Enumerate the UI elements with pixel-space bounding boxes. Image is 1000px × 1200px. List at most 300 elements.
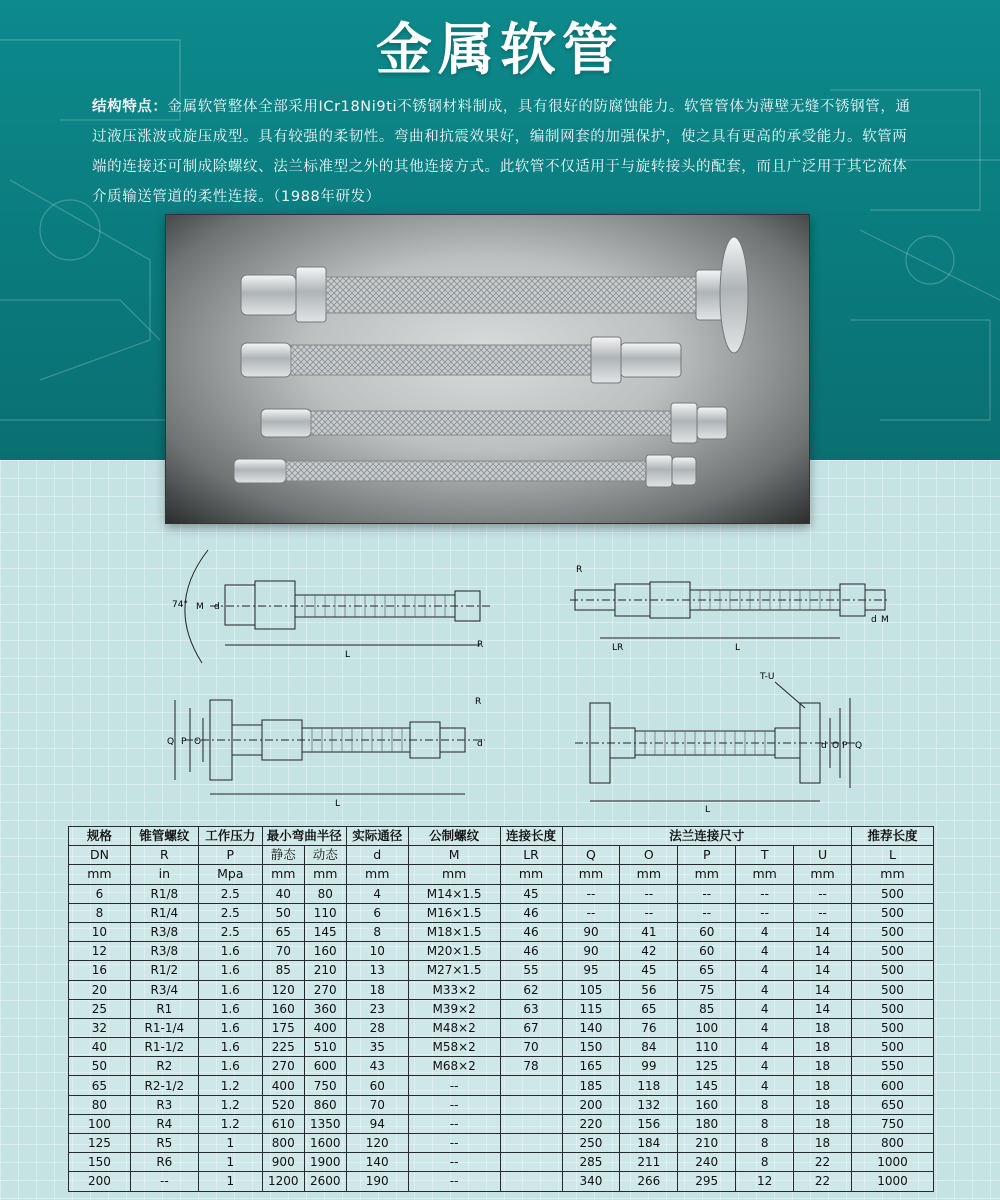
table-cell: 32 (69, 1018, 131, 1037)
table-cell: 40 (262, 884, 304, 903)
table-cell: 150 (562, 1038, 620, 1057)
table-cell: 115 (562, 999, 620, 1018)
label-o: O (194, 737, 202, 747)
table-cell: 500 (851, 961, 933, 980)
product-photo (165, 214, 810, 524)
table-cell: 1.2 (198, 1095, 262, 1114)
label-l: L (705, 805, 711, 813)
table-row (69, 1114, 934, 1133)
symbol-cell: P (678, 846, 736, 865)
table-cell: R6 (130, 1153, 198, 1172)
table-cell: 100 (69, 1114, 131, 1133)
drawing-flange-flange (575, 668, 875, 813)
unit-cell: mm (262, 865, 304, 884)
table-row (69, 1153, 934, 1172)
table-cell: 500 (851, 922, 933, 941)
table-row (69, 1134, 934, 1153)
table-cell: 500 (851, 980, 933, 999)
table-cell: 185 (562, 1076, 620, 1095)
table-cell: 120 (262, 980, 304, 999)
symbol-cell: L (851, 846, 933, 865)
description-text: 金属软管整体全部采用ICr18Ni9ti不锈钢材料制成，具有很好的防腐蚀能力。软管管体为薄壁无缝不锈钢管，通过液压涨波或旋压成型。具有较强的柔韧性。弯曲和抗震效果好，编制网套的加强保护，使之具有更高的承受能力。软管两端的连接还可制成除螺纹、法兰标准型之外的其他连接方式。此软管不仅适用于与旋转接头的配套，而且广泛用于其它流体介质输送管道的柔性连接。（1988年研发） (92, 99, 911, 205)
table-cell: 2.5 (198, 884, 262, 903)
table-cell: -- (408, 1153, 500, 1172)
table-row (69, 942, 934, 961)
table-cell: 90 (562, 942, 620, 961)
table-cell: 4 (736, 922, 794, 941)
table-cell: 8 (736, 1134, 794, 1153)
table-cell: 12 (736, 1172, 794, 1191)
table-cell: 1600 (304, 1134, 346, 1153)
table-cell: 4 (736, 1038, 794, 1057)
table-cell: 50 (69, 1057, 131, 1076)
table-cell: M27×1.5 (408, 961, 500, 980)
table-cell: 500 (851, 884, 933, 903)
table-cell: 2600 (304, 1172, 346, 1191)
table-cell: 4 (736, 999, 794, 1018)
label-d: d (871, 615, 877, 625)
table-cell: 22 (794, 1172, 852, 1191)
symbol-cell: M (408, 846, 500, 865)
table-cell: 80 (304, 884, 346, 903)
table-cell: 13 (346, 961, 408, 980)
table-cell: 900 (262, 1153, 304, 1172)
symbol-cell: d (346, 846, 408, 865)
table-cell: 1.6 (198, 1018, 262, 1037)
table-cell: 63 (500, 999, 562, 1018)
table-cell: 295 (678, 1172, 736, 1191)
table-cell: R1/4 (130, 903, 198, 922)
label-l: L (335, 799, 341, 809)
table-cell: 6 (69, 884, 131, 903)
symbol-cell: R (130, 846, 198, 865)
symbol-cell: 静态 (262, 846, 304, 865)
label-r: R (477, 640, 484, 650)
table-cell: 250 (562, 1134, 620, 1153)
table-cell: 110 (304, 903, 346, 922)
table-cell: M58×2 (408, 1038, 500, 1057)
table-cell: 120 (346, 1134, 408, 1153)
table-cell: 45 (620, 961, 678, 980)
table-cell (500, 1114, 562, 1133)
table-cell: 20 (69, 980, 131, 999)
table-cell: 220 (562, 1114, 620, 1133)
table-cell: -- (678, 903, 736, 922)
table-cell: 18 (794, 1095, 852, 1114)
table-cell: -- (408, 1172, 500, 1191)
table-cell: 1 (198, 1153, 262, 1172)
table-cell: -- (620, 884, 678, 903)
table-cell: -- (620, 903, 678, 922)
table-cell: 1350 (304, 1114, 346, 1133)
table-cell: 150 (69, 1153, 131, 1172)
table-cell: 85 (678, 999, 736, 1018)
table-cell: 62 (500, 980, 562, 999)
table-cell: -- (794, 884, 852, 903)
table-cell: 200 (562, 1095, 620, 1114)
table-cell: 650 (851, 1095, 933, 1114)
table-cell: 99 (620, 1057, 678, 1076)
table-row (69, 884, 934, 903)
table-cell: 270 (304, 980, 346, 999)
table-cell: 105 (562, 980, 620, 999)
label-p: P (181, 737, 187, 747)
unit-cell: mm (620, 865, 678, 884)
table-cell: 50 (262, 903, 304, 922)
table-cell: 35 (346, 1038, 408, 1057)
table-cell: 90 (562, 922, 620, 941)
table-cell: 95 (562, 961, 620, 980)
table-cell: 18 (794, 1134, 852, 1153)
table-cell (500, 1095, 562, 1114)
table-cell: M16×1.5 (408, 903, 500, 922)
table-cell: 190 (346, 1172, 408, 1191)
unit-cell: mm (794, 865, 852, 884)
table-cell: 75 (678, 980, 736, 999)
table-cell: -- (408, 1095, 500, 1114)
label-m: M (881, 615, 889, 625)
table-cell: 14 (794, 922, 852, 941)
table-cell: 125 (678, 1057, 736, 1076)
table-row (69, 999, 934, 1018)
table-cell: 78 (500, 1057, 562, 1076)
table-cell: 8 (736, 1114, 794, 1133)
table-cell: 140 (562, 1018, 620, 1037)
header-cell: 规格 (69, 827, 131, 846)
table-cell: 43 (346, 1057, 408, 1076)
table-cell: 1.6 (198, 961, 262, 980)
table-cell: 211 (620, 1153, 678, 1172)
table-cell: 500 (851, 999, 933, 1018)
table-cell: 285 (562, 1153, 620, 1172)
label-l: L (345, 650, 351, 660)
table-cell: M39×2 (408, 999, 500, 1018)
table-cell: -- (736, 884, 794, 903)
unit-cell: in (130, 865, 198, 884)
table-cell: 156 (620, 1114, 678, 1133)
label-q: Q (167, 737, 175, 747)
label-d: d (821, 741, 827, 751)
table-row (69, 1076, 934, 1095)
table-cell: 165 (562, 1057, 620, 1076)
table-cell: -- (408, 1114, 500, 1133)
table-row (69, 1038, 934, 1057)
table-cell: 23 (346, 999, 408, 1018)
table-cell: R1-1/4 (130, 1018, 198, 1037)
label-l: L (735, 643, 741, 653)
header-cell: 公制螺纹 (408, 827, 500, 846)
table-cell: 46 (500, 922, 562, 941)
table-cell: 110 (678, 1038, 736, 1057)
table-cell: 8 (69, 903, 131, 922)
label-r: R (475, 697, 482, 707)
table-cell: 94 (346, 1114, 408, 1133)
label-tu: T-U (760, 672, 775, 682)
table-cell: 1.6 (198, 1038, 262, 1057)
table-row (69, 1172, 934, 1191)
table-cell: -- (794, 903, 852, 922)
table-cell: 84 (620, 1038, 678, 1057)
table-cell: 132 (620, 1095, 678, 1114)
header-cell: 最小弯曲半径 (262, 827, 346, 846)
table-cell: 550 (851, 1057, 933, 1076)
table-cell: 67 (500, 1018, 562, 1037)
header-cell: 法兰连接尺寸 (562, 827, 851, 846)
table-cell: 65 (262, 922, 304, 941)
table-cell: 55 (500, 961, 562, 980)
table-cell: 100 (678, 1018, 736, 1037)
table-row (69, 961, 934, 980)
label-p: P (842, 741, 848, 751)
table-cell: 145 (304, 922, 346, 941)
symbol-cell: Q (562, 846, 620, 865)
unit-row (69, 865, 934, 884)
table-cell: 1.6 (198, 1057, 262, 1076)
table-cell: 10 (69, 922, 131, 941)
table-cell: 1 (198, 1172, 262, 1191)
unit-cell: mm (678, 865, 736, 884)
table-cell: -- (562, 903, 620, 922)
symbol-cell: O (620, 846, 678, 865)
table-cell: 70 (262, 942, 304, 961)
description-label: 结构特点： (92, 99, 168, 115)
symbol-cell: P (198, 846, 262, 865)
table-cell: 500 (851, 903, 933, 922)
table-cell: 520 (262, 1095, 304, 1114)
label-m: M (196, 602, 204, 612)
table-cell: 1.6 (198, 999, 262, 1018)
table-cell: 240 (678, 1153, 736, 1172)
table-cell: R1/2 (130, 961, 198, 980)
unit-cell: mm (736, 865, 794, 884)
table-cell: 40 (69, 1038, 131, 1057)
symbol-cell: 动态 (304, 846, 346, 865)
table-cell: M14×1.5 (408, 884, 500, 903)
table-cell: 1 (198, 1134, 262, 1153)
table-cell: 175 (262, 1018, 304, 1037)
table-cell: 160 (304, 942, 346, 961)
page-title: 金属软管 (376, 18, 624, 83)
table-cell: R3/4 (130, 980, 198, 999)
table-cell: 200 (69, 1172, 131, 1191)
table-cell (500, 1172, 562, 1191)
header-cell: 锥管螺纹 (130, 827, 198, 846)
table-cell: 18 (794, 1018, 852, 1037)
table-cell: 18 (794, 1114, 852, 1133)
table-cell: 18 (794, 1076, 852, 1095)
table-row (69, 922, 934, 941)
table-cell: 18 (346, 980, 408, 999)
table-cell: 160 (262, 999, 304, 1018)
table-cell: M68×2 (408, 1057, 500, 1076)
table-cell: 41 (620, 922, 678, 941)
table-cell: 210 (304, 961, 346, 980)
table-cell: 145 (678, 1076, 736, 1095)
table-cell: R3/8 (130, 922, 198, 941)
table-cell: 2.5 (198, 903, 262, 922)
unit-cell: mm (346, 865, 408, 884)
table-cell: M20×1.5 (408, 942, 500, 961)
table-cell: 800 (851, 1134, 933, 1153)
table-cell: 6 (346, 903, 408, 922)
unit-cell: mm (500, 865, 562, 884)
symbol-cell: T (736, 846, 794, 865)
table-cell: 70 (500, 1038, 562, 1057)
table-cell: 25 (69, 999, 131, 1018)
table-cell: 1.2 (198, 1076, 262, 1095)
unit-cell: mm (304, 865, 346, 884)
table-cell: 266 (620, 1172, 678, 1191)
table-cell: 14 (794, 980, 852, 999)
unit-cell: mm (562, 865, 620, 884)
table-cell: -- (562, 884, 620, 903)
description (92, 92, 922, 212)
header-cell: 推荐长度 (851, 827, 933, 846)
table-cell: 340 (562, 1172, 620, 1191)
table-cell: 60 (346, 1076, 408, 1095)
table-cell: 270 (262, 1057, 304, 1076)
unit-cell: mm (69, 865, 131, 884)
table-cell: R4 (130, 1114, 198, 1133)
table-cell: 14 (794, 999, 852, 1018)
table-cell: -- (678, 884, 736, 903)
label-angle: 74° (172, 600, 188, 610)
table-cell: 180 (678, 1114, 736, 1133)
table-cell (500, 1134, 562, 1153)
table-row (69, 980, 934, 999)
table-cell: 125 (69, 1134, 131, 1153)
table-cell: 46 (500, 942, 562, 961)
table-cell: 16 (69, 961, 131, 980)
table-cell: 42 (620, 942, 678, 961)
unit-cell: Mpa (198, 865, 262, 884)
table-cell: 2.5 (198, 922, 262, 941)
table-cell: 860 (304, 1095, 346, 1114)
header-cell: 实际通径 (346, 827, 408, 846)
header-cell: 连接长度 (500, 827, 562, 846)
table-cell: -- (408, 1134, 500, 1153)
table-row (69, 1095, 934, 1114)
table-cell: 18 (794, 1057, 852, 1076)
table-cell: 4 (736, 942, 794, 961)
table-cell: 1.2 (198, 1114, 262, 1133)
drawing-threaded-angle (170, 545, 500, 670)
table-cell: R2-1/2 (130, 1076, 198, 1095)
table-cell: 1.6 (198, 980, 262, 999)
table-cell: 8 (346, 922, 408, 941)
label-q: Q (855, 741, 863, 751)
table-cell: 1000 (851, 1153, 933, 1172)
table-cell: 60 (678, 922, 736, 941)
table-cell: M18×1.5 (408, 922, 500, 941)
label-o: O (832, 741, 840, 751)
table-cell: 22 (794, 1153, 852, 1172)
table-row (69, 1018, 934, 1037)
table-cell: 60 (678, 942, 736, 961)
table-cell: 610 (262, 1114, 304, 1133)
table-cell: 510 (304, 1038, 346, 1057)
table-cell: 70 (346, 1095, 408, 1114)
table-cell: 80 (69, 1095, 131, 1114)
hoses-illustration (166, 215, 811, 525)
drawing-flange-threaded (165, 690, 505, 810)
label-lr: LR (612, 643, 624, 653)
table-cell: 4 (346, 884, 408, 903)
table-cell: 4 (736, 980, 794, 999)
table-cell: 800 (262, 1134, 304, 1153)
table-cell: 65 (69, 1076, 131, 1095)
table-cell: R1 (130, 999, 198, 1018)
header-cell: 工作压力 (198, 827, 262, 846)
table-row (69, 1057, 934, 1076)
table-cell: 14 (794, 961, 852, 980)
table-cell: 750 (304, 1076, 346, 1095)
table-cell: 45 (500, 884, 562, 903)
table-cell: 10 (346, 942, 408, 961)
table-cell: 118 (620, 1076, 678, 1095)
symbol-row (69, 846, 934, 865)
table-cell: 4 (736, 1057, 794, 1076)
symbol-cell: U (794, 846, 852, 865)
table-cell: 1200 (262, 1172, 304, 1191)
table-cell: 400 (262, 1076, 304, 1095)
table-cell: 8 (736, 1153, 794, 1172)
table-cell: 65 (620, 999, 678, 1018)
table-cell: 500 (851, 942, 933, 961)
table-cell: 160 (678, 1095, 736, 1114)
table-cell: 28 (346, 1018, 408, 1037)
label-d: d (214, 602, 220, 612)
table-cell: R2 (130, 1057, 198, 1076)
table-cell: 4 (736, 1018, 794, 1037)
table-cell: 1900 (304, 1153, 346, 1172)
table-cell: 500 (851, 1038, 933, 1057)
symbol-cell: LR (500, 846, 562, 865)
table-cell: 8 (736, 1095, 794, 1114)
table-cell: -- (130, 1172, 198, 1191)
table-cell: 140 (346, 1153, 408, 1172)
label-d: d (477, 739, 483, 749)
table-cell: 210 (678, 1134, 736, 1153)
table-cell: 500 (851, 1018, 933, 1037)
table-cell: 1.6 (198, 942, 262, 961)
table-cell: R1/8 (130, 884, 198, 903)
table-cell: 750 (851, 1114, 933, 1133)
table-cell: 225 (262, 1038, 304, 1057)
table-cell: 18 (794, 1038, 852, 1057)
table-cell: 600 (304, 1057, 346, 1076)
label-r: R (576, 565, 583, 575)
table-cell: R3/8 (130, 942, 198, 961)
table-cell: -- (408, 1076, 500, 1095)
table-cell: 12 (69, 942, 131, 961)
table-cell: M33×2 (408, 980, 500, 999)
table-cell: 4 (736, 961, 794, 980)
table-cell: R5 (130, 1134, 198, 1153)
table-cell: 76 (620, 1018, 678, 1037)
table-cell: 46 (500, 903, 562, 922)
table-cell: 400 (304, 1018, 346, 1037)
table-cell: -- (736, 903, 794, 922)
table-cell (500, 1076, 562, 1095)
table-cell: 56 (620, 980, 678, 999)
spec-table (68, 826, 934, 1192)
table-cell: R1-1/2 (130, 1038, 198, 1057)
table-cell: 360 (304, 999, 346, 1018)
spec-table-body (69, 884, 934, 1191)
table-cell: R3 (130, 1095, 198, 1114)
table-cell: M48×2 (408, 1018, 500, 1037)
